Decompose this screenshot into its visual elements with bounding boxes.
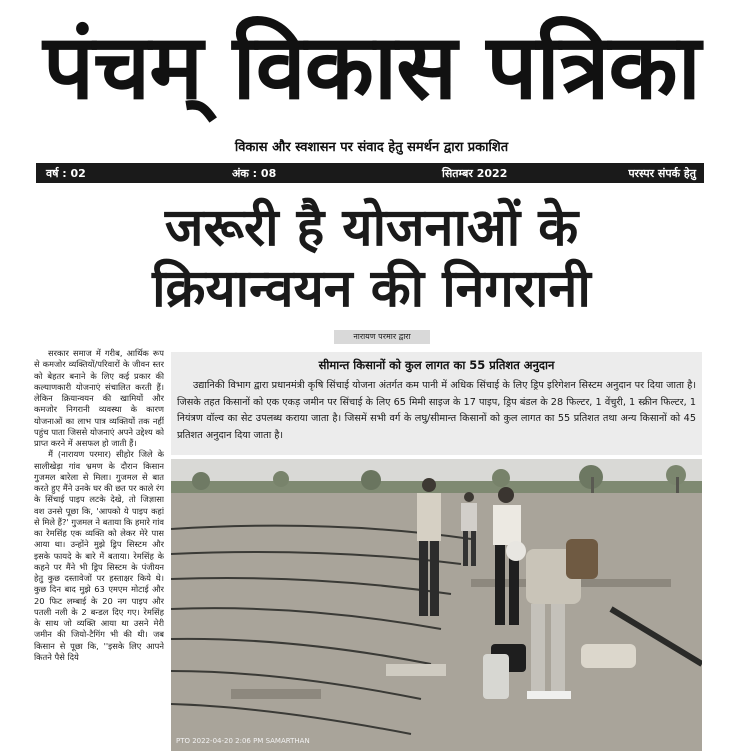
article-headline — [0, 198, 743, 320]
article-paragraph: मैं (नारायण परमार) सीहोर जिले के सालीखेड़ा गांव भ्रमण के दौरान किसान गुजमल बारेला से मिला। गुजमल से बात करते हुए मैंने उनके घर की छत पर काले रंग के सिंचाई पाइप लटके देखे, तो जिज्ञासा वश उनसे पूछा कि, 'आपको ये पाइप कहां से मिले हैं?' गुजमल ने बताया कि हमारे गांव का रेमसिंह एक व्यक्ति को लेकर मेरे पास आया था। उन्होंने मुझे ड्रिप सिस्टम और इसके फायदे के बारे में बताया। रेमसिंह के कहने पर मैंने भी ड्रिप सिस्टम के पंजीयन हेतु कुछ दस्तावेजों पर हस्ताक्षर किये थे। कुछ दिन बाद मुझे 63 एमएम मोटाई और 20 फिट लम्बाई के 20 नग पाइप और पतली नली के 2 बन्डल दिए गए। रेमसिंह के साथ जो व्यक्ति आया था उसने मेरी जमीन की जियो-टैगिंग भी की थी। जब किसान से पूछा कि, ''इसके लिए आपने कितने पैसे दिये — [34, 449, 164, 662]
date-label: सितम्बर 2022 — [442, 167, 508, 180]
article-column — [34, 348, 164, 751]
article-paragraph: सरकार समाज में गरीब, आर्थिक रूप से कमजोर व्यक्तियों/परिवारों के जीवन स्तर को बेहतर बनाने के लिए कई प्रकार की कल्याणकारी योजनाएं संचालित करती हैं। लेकिन क्रियान्वयन की खामियों और कमजोर निगरानी व्यवस्था के कारण योजनाओं का लाभ पात्र व्यक्तियों तक नहीं पहुंच पाता जिससे योजनाएं अपने उद्देश्य को प्राप्त करने में असफल हो जाती हैं। — [34, 348, 164, 448]
headline-line-1: जरूरी है योजनाओं के — [164, 198, 579, 258]
info-box — [171, 352, 702, 455]
masthead-title: पंचम् विकास पत्रिका — [43, 15, 700, 120]
field-photo-illustration — [171, 459, 702, 751]
photo-caption: PTO 2022-04-20 2:06 PM SAMARTHAN — [176, 737, 310, 745]
headline-line-2: क्रियान्वयन की निगरानी — [152, 259, 591, 319]
info-bar — [36, 163, 704, 183]
field-photo — [171, 459, 702, 751]
info-box-title: सीमान्त किसानों को कुल लागत का 55 प्रतिशत अनुदान — [318, 358, 555, 372]
masthead-tagline: विकास और स्वशासन पर संवाद हेतु समर्थन द्वारा प्रकाशित — [234, 140, 509, 155]
info-box-body: उद्यानिकी विभाग द्वारा प्रधानमंत्री कृषि सिंचाई योजना अंतर्गत कम पानी में अधिक सिंचाई के लिए ड्रिप इरिगेशन सिस्टम अनुदान पर दिया जाता है। जिसके तहत किसानों को एक एकड़ जमीन पर सिंचाई के लिए 65 मिमी साइज के 17 पाइप, ड्रिप बंडल के 28 फिल्टर, 1 वेंचुरी, 1 स्क्रीन फिल्टर, 1 नियंत्रण वॉल्व का सेट उपलब्ध कराया जाता है। जिसमें सभी वर्ग के लघु/सीमान्त किसानों को कुल लागत का 55 प्रतिशत तथा अन्य किसानों को 45 प्रतिशत अनुदान दिया जाता है। — [177, 380, 696, 441]
byline: नारायण परमार द्वारा — [334, 330, 430, 344]
issue-label: अंक : 08 — [232, 167, 277, 180]
year-label: वर्ष : 02 — [46, 167, 86, 180]
note-label: परस्पर संपर्क हेतु — [628, 167, 696, 180]
